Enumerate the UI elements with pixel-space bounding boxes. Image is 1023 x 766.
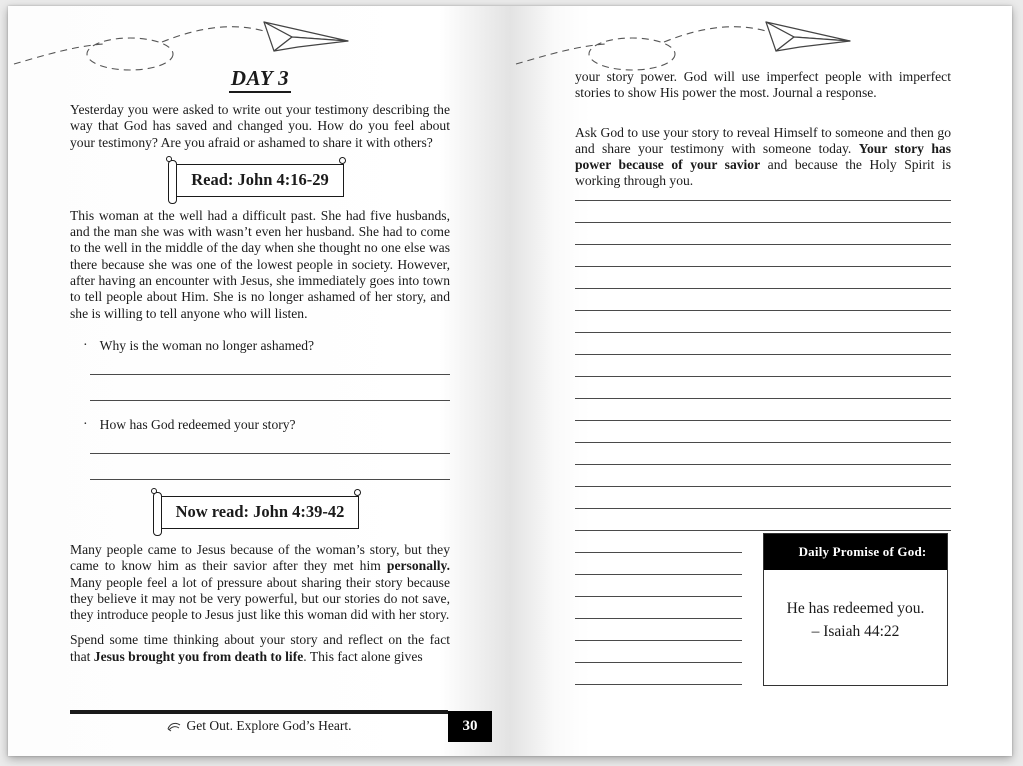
footer-text: Get Out. Explore God’s Heart. (186, 718, 352, 733)
ruled-line (575, 663, 742, 685)
footer (70, 718, 448, 734)
ruled-line (575, 421, 951, 443)
action-paragraph: Spend some time thinking about your story and reflect on the fact that Jesus brought you from death to life. This fact alone gives (70, 632, 450, 664)
question-text: How has God redeemed your story? (99, 416, 296, 432)
day-heading: DAY 3 (70, 66, 450, 91)
ruled-line (575, 333, 951, 355)
question-item (70, 338, 450, 401)
scroll-roll-decoration (168, 160, 177, 204)
ruled-line (575, 619, 742, 641)
ruled-line (90, 354, 450, 375)
ruled-line (90, 454, 450, 480)
ruled-line (575, 509, 951, 531)
footer-logo-icon (167, 720, 182, 732)
ruled-line (90, 433, 450, 454)
bullet-dot: · (83, 337, 88, 353)
question-item (70, 417, 450, 480)
ruled-line (575, 531, 742, 553)
page-left (8, 6, 510, 756)
ruled-line (575, 223, 951, 245)
scroll-curl-icon (354, 489, 361, 496)
ruled-line (575, 575, 742, 597)
ruled-line (575, 355, 951, 377)
story-paragraph: This woman at the well had a difficult past. She had five husbands, and the man she was with wasn’t even her husband. She had to come to the well in the middle of the day when she thought no one else was there because she was one of the lowest people in society. However, after having an encounter with Jesus, she immediately goes into town to tell people about Him. She is no longer ashamed of her story, and she is willing to tell anyone who will listen. (70, 207, 450, 321)
promise-box (763, 533, 948, 686)
promise-verse-line1: He has redeemed you. (786, 600, 925, 617)
ruled-line (575, 377, 951, 399)
question-text: Why is the woman no longer ashamed? (99, 337, 315, 353)
journal-lines-short (575, 531, 742, 685)
promise-box-title: Daily Promise of God: (764, 534, 947, 570)
ruled-line (575, 311, 951, 333)
now-read-banner-label: Now read: John 4:39-42 (175, 501, 345, 521)
scroll-curl-icon (339, 157, 346, 164)
now-read-banner (161, 496, 360, 529)
read-banner (176, 164, 344, 197)
book-spread (8, 6, 1012, 756)
challenge-paragraph: Ask God to use your story to reveal Himself to someone and then go and share your testimony with someone today. Your story has power because of your savior and because the Holy Spirit is working through you. (575, 124, 952, 189)
page-number: 30 (448, 711, 492, 742)
ruled-line (575, 487, 951, 509)
intro-paragraph: Yesterday you were asked to write out your testimony describing the way that God has saved and changed you. How do you feel about your testimony? Are you afraid or ashamed to share it with others? (70, 102, 450, 150)
ruled-line (90, 375, 450, 401)
page-right (510, 6, 1012, 756)
ruled-line (575, 201, 951, 223)
ruled-line (575, 465, 951, 487)
continuation-paragraph: your story power. God will use imperfect people with imperfect stories to show His power the most. Journal a response. (575, 69, 951, 101)
ruled-line (575, 267, 951, 289)
ruled-line (575, 443, 951, 465)
reflection-paragraph: Many people came to Jesus because of the woman’s story, but they came to know him as their savior after they met him personally. Many people feel a lot of pressure about sharing their story because they believe it may not be very powerful, but our stories do not save, they introduce people to Jesus just like this woman did with her story. (70, 541, 450, 623)
ruled-line (575, 289, 951, 311)
ruled-line (575, 553, 742, 575)
answer-lines (90, 354, 450, 401)
journal-lines-full (575, 190, 951, 531)
answer-lines (90, 433, 450, 480)
promise-verse-line2: – Isaiah 44:22 (811, 623, 900, 640)
ruled-line (575, 641, 742, 663)
read-banner-label: Read: John 4:16-29 (191, 169, 329, 189)
bullet-dot: · (83, 416, 88, 432)
scroll-curl-icon (151, 488, 157, 494)
footer-rule (70, 710, 448, 714)
ruled-line (575, 597, 742, 619)
scroll-roll-decoration (153, 492, 162, 536)
ruled-line (575, 245, 951, 267)
ruled-line (575, 190, 951, 201)
ruled-line (575, 399, 951, 421)
